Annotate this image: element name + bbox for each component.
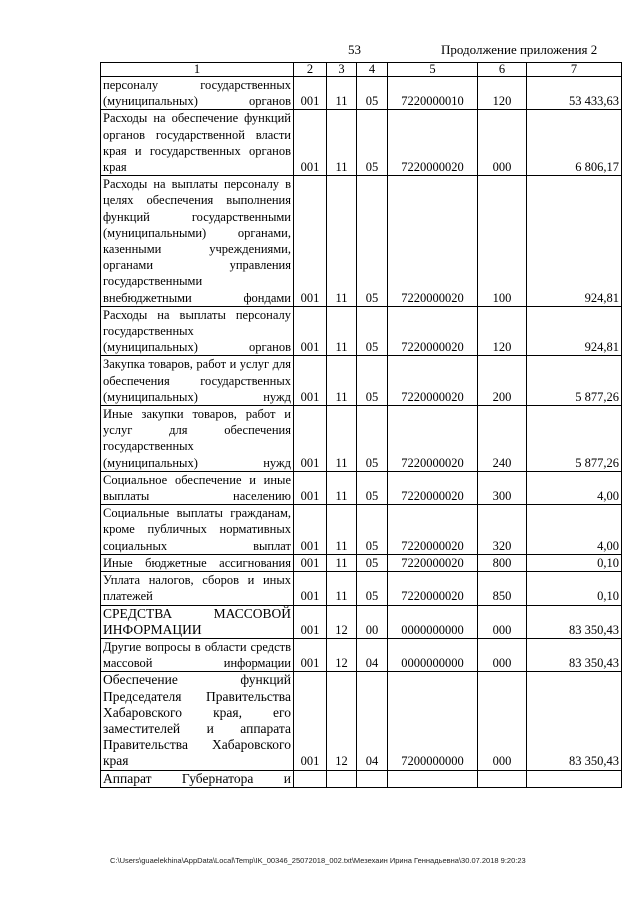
subsection-code: 05 bbox=[357, 110, 388, 176]
expense-name: Расходы на выплаты персоналу в целях обеспечения выполнения функций государственными (муниципальными) органами, казенными учреждениями, органами управления государственными внебюджетными фондами bbox=[101, 176, 294, 307]
expense-type-code: 200 bbox=[478, 356, 527, 406]
section-code: 11 bbox=[327, 406, 357, 472]
expense-name: Социальное обеспечение и иные выплаты населению bbox=[101, 471, 294, 504]
target-article-code: 7220000020 bbox=[388, 176, 478, 307]
file-path-footer: C:\Users\guaelekhina\AppData\Local\Temp\IK_00346_25072018_002.txt\Мезехаин Ирина Геннадьевна\30.07.2018 9:20:23 bbox=[110, 856, 526, 865]
table-row bbox=[101, 356, 622, 406]
expense-type-code: 300 bbox=[478, 471, 527, 504]
amount: 924,81 bbox=[527, 306, 622, 356]
expense-name: СРЕДСТВА МАССОВОЙ ИНФОРМАЦИИ bbox=[101, 605, 294, 638]
section-code: 11 bbox=[327, 505, 357, 555]
expense-name: персоналу государственных (муниципальных) органов bbox=[101, 77, 294, 110]
expense-type-code: 850 bbox=[478, 572, 527, 605]
expense-name: Социальные выплаты гражданам, кроме публичных нормативных социальных выплат bbox=[101, 505, 294, 555]
section-code: 11 bbox=[327, 356, 357, 406]
table-row bbox=[101, 505, 622, 555]
table-row bbox=[101, 672, 622, 770]
ministry-code: 001 bbox=[294, 638, 327, 671]
target-article-code: 7220000020 bbox=[388, 110, 478, 176]
target-article-code: 7220000020 bbox=[388, 471, 478, 504]
expense-name: Расходы на выплаты персоналу государственных (муниципальных) органов bbox=[101, 306, 294, 356]
section-code: 11 bbox=[327, 77, 357, 110]
section-code: 11 bbox=[327, 572, 357, 605]
table-row bbox=[101, 770, 622, 787]
ministry-code: 001 bbox=[294, 605, 327, 638]
expense-type-code: 120 bbox=[478, 77, 527, 110]
subsection-code: 04 bbox=[357, 672, 388, 770]
amount bbox=[527, 770, 622, 787]
target-article-code: 7220000020 bbox=[388, 356, 478, 406]
target-article-code: 7220000020 bbox=[388, 306, 478, 356]
column-header: 4 bbox=[357, 63, 388, 77]
expense-type-code: 000 bbox=[478, 638, 527, 671]
ministry-code: 001 bbox=[294, 77, 327, 110]
table-row bbox=[101, 572, 622, 605]
target-article-code: 0000000000 bbox=[388, 605, 478, 638]
amount: 83 350,43 bbox=[527, 638, 622, 671]
target-article-code: 7220000010 bbox=[388, 77, 478, 110]
amount: 4,00 bbox=[527, 471, 622, 504]
ministry-code: 001 bbox=[294, 306, 327, 356]
column-header: 1 bbox=[101, 63, 294, 77]
amount: 53 433,63 bbox=[527, 77, 622, 110]
subsection-code: 05 bbox=[357, 406, 388, 472]
expense-type-code: 100 bbox=[478, 176, 527, 307]
expense-name: Уплата налогов, сборов и иных платежей bbox=[101, 572, 294, 605]
section-code bbox=[327, 770, 357, 787]
expense-type-code: 000 bbox=[478, 672, 527, 770]
section-code: 12 bbox=[327, 605, 357, 638]
table-row bbox=[101, 406, 622, 472]
subsection-code bbox=[357, 770, 388, 787]
target-article-code: 7200000000 bbox=[388, 672, 478, 770]
expense-name: Обеспечение функций Председателя Правительства Хабаровского края, его заместителей и аппарата Правительства Хабаровского края bbox=[101, 672, 294, 770]
table-row bbox=[101, 306, 622, 356]
section-code: 12 bbox=[327, 638, 357, 671]
ministry-code: 001 bbox=[294, 505, 327, 555]
ministry-code: 001 bbox=[294, 356, 327, 406]
continuation-label: Продолжение приложения 2 bbox=[441, 42, 598, 57]
subsection-code: 05 bbox=[357, 505, 388, 555]
expense-type-code: 320 bbox=[478, 505, 527, 555]
section-code: 11 bbox=[327, 306, 357, 356]
table-row bbox=[101, 176, 622, 307]
subsection-code: 05 bbox=[357, 356, 388, 406]
column-header: 6 bbox=[478, 63, 527, 77]
expense-name: Иные бюджетные ассигнования bbox=[101, 554, 294, 571]
target-article-code: 7220000020 bbox=[388, 554, 478, 571]
target-article-code: 7220000020 bbox=[388, 406, 478, 472]
target-article-code bbox=[388, 770, 478, 787]
column-header: 5 bbox=[388, 63, 478, 77]
ministry-code: 001 bbox=[294, 176, 327, 307]
amount: 0,10 bbox=[527, 554, 622, 571]
expense-name: Расходы на обеспечение функций органов государственной власти края и государственных органов края bbox=[101, 110, 294, 176]
expense-type-code bbox=[478, 770, 527, 787]
subsection-code: 00 bbox=[357, 605, 388, 638]
subsection-code: 05 bbox=[357, 77, 388, 110]
table-row bbox=[101, 638, 622, 671]
table-row bbox=[101, 605, 622, 638]
ministry-code: 001 bbox=[294, 672, 327, 770]
subsection-code: 05 bbox=[357, 554, 388, 571]
page-number: 53 bbox=[348, 42, 361, 57]
target-article-code: 0000000000 bbox=[388, 638, 478, 671]
amount: 5 877,26 bbox=[527, 406, 622, 472]
ministry-code: 001 bbox=[294, 572, 327, 605]
amount: 6 806,17 bbox=[527, 110, 622, 176]
expense-type-code: 120 bbox=[478, 306, 527, 356]
expense-type-code: 800 bbox=[478, 554, 527, 571]
ministry-code: 001 bbox=[294, 471, 327, 504]
ministry-code: 001 bbox=[294, 554, 327, 571]
budget-table bbox=[100, 62, 622, 788]
expense-name: Другие вопросы в области средств массовой информации bbox=[101, 638, 294, 671]
section-code: 11 bbox=[327, 110, 357, 176]
amount: 83 350,43 bbox=[527, 605, 622, 638]
amount: 4,00 bbox=[527, 505, 622, 555]
section-code: 11 bbox=[327, 176, 357, 307]
section-code: 12 bbox=[327, 672, 357, 770]
section-code: 11 bbox=[327, 554, 357, 571]
subsection-code: 05 bbox=[357, 471, 388, 504]
subsection-code: 05 bbox=[357, 306, 388, 356]
column-header: 3 bbox=[327, 63, 357, 77]
table-row bbox=[101, 110, 622, 176]
subsection-code: 05 bbox=[357, 572, 388, 605]
table-row bbox=[101, 77, 622, 110]
expense-type-code: 240 bbox=[478, 406, 527, 472]
expense-type-code: 000 bbox=[478, 605, 527, 638]
amount: 924,81 bbox=[527, 176, 622, 307]
section-code: 11 bbox=[327, 471, 357, 504]
ministry-code: 001 bbox=[294, 110, 327, 176]
table-header-row bbox=[101, 63, 622, 77]
expense-type-code: 000 bbox=[478, 110, 527, 176]
subsection-code: 04 bbox=[357, 638, 388, 671]
expense-name: Аппарат Губернатора и bbox=[101, 770, 294, 787]
ministry-code bbox=[294, 770, 327, 787]
column-header: 7 bbox=[527, 63, 622, 77]
expense-name: Иные закупки товаров, работ и услуг для обеспечения государственных (муниципальных) нужд bbox=[101, 406, 294, 472]
amount: 5 877,26 bbox=[527, 356, 622, 406]
amount: 0,10 bbox=[527, 572, 622, 605]
table-row bbox=[101, 554, 622, 571]
ministry-code: 001 bbox=[294, 406, 327, 472]
target-article-code: 7220000020 bbox=[388, 505, 478, 555]
amount: 83 350,43 bbox=[527, 672, 622, 770]
expense-name: Закупка товаров, работ и услуг для обеспечения государственных (муниципальных) нужд bbox=[101, 356, 294, 406]
column-header: 2 bbox=[294, 63, 327, 77]
table-row bbox=[101, 471, 622, 504]
subsection-code: 05 bbox=[357, 176, 388, 307]
target-article-code: 7220000020 bbox=[388, 572, 478, 605]
